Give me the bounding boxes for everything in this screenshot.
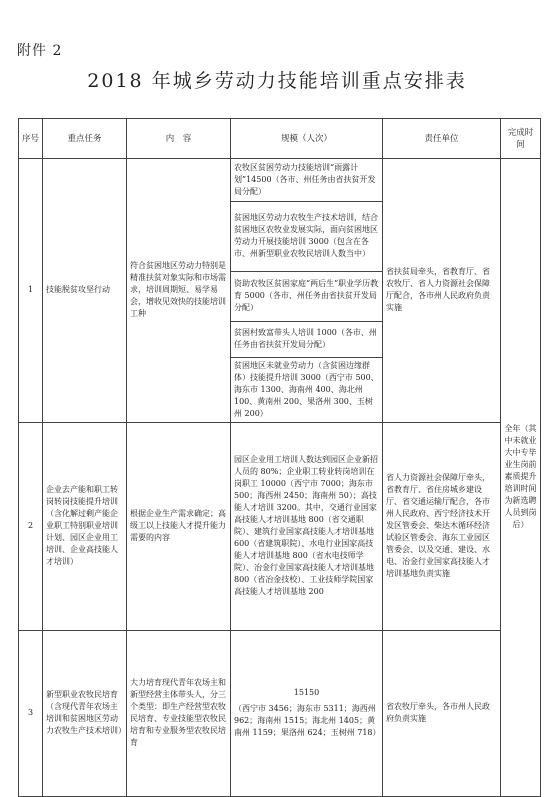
header-row: [19, 119, 541, 159]
scale-item: 贫困地区劳动力农牧生产技术培训，结合贫困地区农牧业发展实际，面向贫困地区劳动力开展技能培训 3000（包含在各市、州新型职业农牧民培训人数当中）: [231, 201, 382, 271]
row-unit: 省扶贫局牵头，省教育厅、省农牧厅、省人力资源社会保障厅配合，各市州人民政府负责实施: [383, 159, 501, 423]
header-time: 完成时间: [501, 119, 541, 159]
row-scale: [231, 159, 383, 423]
row-unit: 省人力资源社会保障厅牵头，省教育厅、省住房城乡建设厅、省交通运输厅配合，各市州人民政府、西宁经济技术开发区管委会、柴达木循环经济试验区管委会、海东工业园区管委会、以及交通、建设、水电、冶金行业国家高技能人才培训基地负责实施: [383, 422, 501, 630]
table-row: [19, 422, 541, 630]
completion-time: 全年（其中未就业大中专毕业生岗前素质提升培训时间为新选聘人员到岗后）: [501, 159, 541, 797]
row-scale: 园区企业用工培训人数达到园区企业新招人员的 80%；企业职工转业转岗培训在岗职工 10000（西宁市 7000；海东市 500；海西州 2450；海南州 50）；高技能人才培训 3200。其中，交通行业国家高技能人才培训基地 800（省交通职院）、建筑行业国家高技能人才培训基地 600（省建筑职院）、水电行业国家高技能人才培训基地 800（省水电技师学院）、冶金行业国家高技能人才培训基地 800（省冶金技校）、工业技师学院国家高技能人才培训基地 200: [231, 422, 383, 630]
scale-item: 贫困地区未就业劳动力（含贫困边缘群体）技能提升培训 3000（西宁市 500、海东市 1300、海南州 400、海北州 100、黄南州 200、果洛州 300、玉树州 200）: [234, 360, 379, 418]
row-task: 技能脱贫攻坚行动: [43, 159, 127, 423]
scale-total: 15150: [293, 688, 320, 697]
header-unit: 责任单位: [383, 119, 501, 159]
header-seq: 序号: [19, 119, 43, 159]
row-scale: [231, 630, 383, 796]
table-row: [19, 159, 541, 423]
scale-item: 农牧区贫困劳动力技能培训“雨露计划”14500（各市、州任务由省扶贫开发局分配）: [231, 159, 382, 201]
scale-breakdown: （西宁市 3456；海东市 5311；海西州 962；海南州 1515；海北州 1405；黄南州 1159；果洛州 624；玉树州 718）: [234, 704, 381, 737]
training-schedule-table: [18, 118, 541, 797]
row-seq: 2: [19, 422, 43, 630]
row-content: 根据企业生产需求确定；高级工以上技能人才提升能力需要的内容: [127, 422, 231, 630]
attachment-label: 附件 2: [17, 43, 63, 59]
row-task: 企业去产能和职工转岗转岗技能提升培训（含化解过剩产能企业职工特别职业培训计划、园区企业用工培训、企业高技能人才培训）: [43, 422, 127, 630]
header-scale: 规模（人次）: [231, 119, 383, 159]
row-content: 大力培育现代青年农场主和新型经营主体带头人，分三个类型：即生产经营型农牧民培育、专业技能型农牧民培育和专业服务型农牧民培育: [127, 630, 231, 796]
row-task: 新型职业农牧民培育（含现代青年农场主培训和贫困地区劳动力农牧生产技术培训）: [43, 630, 127, 796]
scale-item: 资助农牧区贫困家庭“两后生”职业学历教育 5000（各市、州任务由省扶贫开发局分配）: [231, 271, 382, 321]
row-content: 符合贫困地区劳动力特别是精准扶贫对象实际和市场需求，培训周期短、易学易会，增收见效快的技能培训工种: [127, 159, 231, 423]
header-content: 内 容: [127, 119, 231, 159]
scale-sublist: [231, 159, 382, 422]
row-seq: 3: [19, 630, 43, 796]
scale-item: 贫困村致富带头人培训 1000（各市、州任务由省扶贫开发局分配）: [231, 321, 382, 357]
table-row: [19, 630, 541, 796]
header-task: 重点任务: [43, 119, 127, 159]
row-seq: 1: [19, 159, 43, 423]
page-title: 2018 年城乡劳动力技能培训重点安排表: [87, 70, 467, 92]
row-unit: 省农牧厅牵头，各市州人民政府负责实施: [383, 630, 501, 796]
